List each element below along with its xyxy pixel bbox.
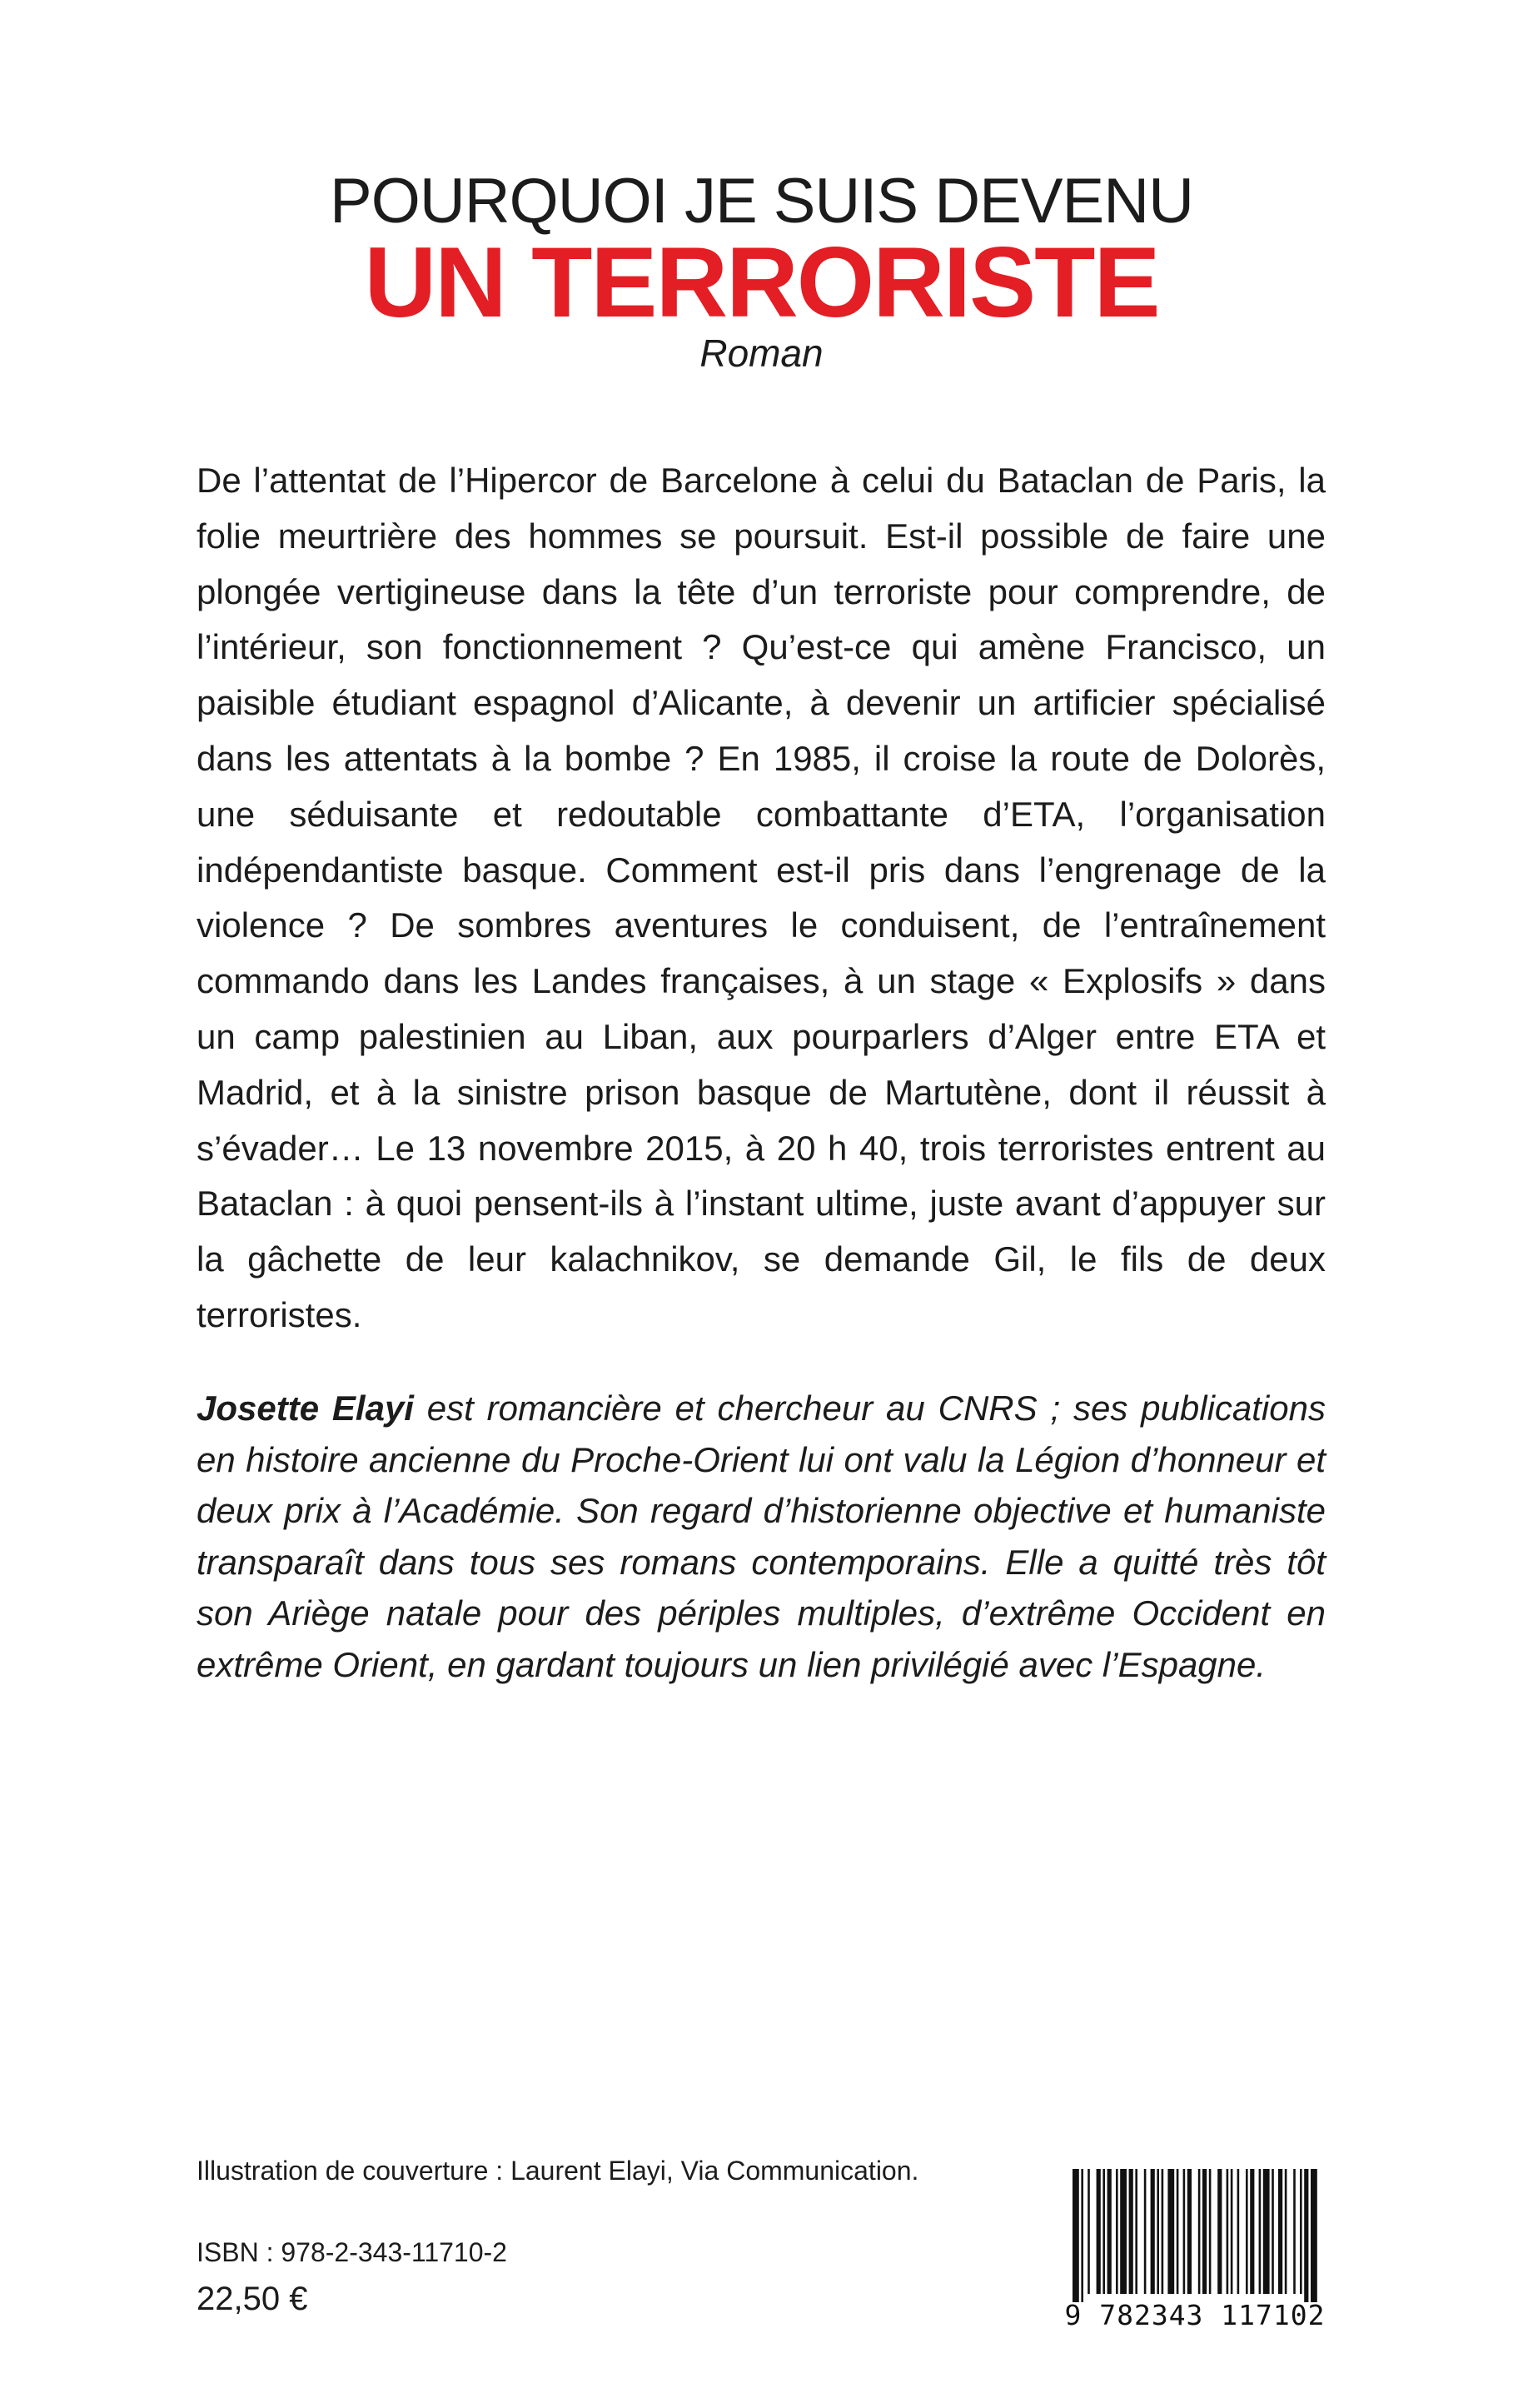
barcode-bar bbox=[1167, 2169, 1174, 2294]
barcode-bar bbox=[1120, 2169, 1127, 2294]
barcode-bar bbox=[1237, 2169, 1240, 2294]
barcode-bar bbox=[1311, 2169, 1317, 2302]
barcode-bar bbox=[1293, 2169, 1296, 2294]
barcode-bar bbox=[1263, 2169, 1270, 2294]
barcode-bar bbox=[1107, 2169, 1112, 2294]
barcode-bar bbox=[1246, 2169, 1248, 2294]
title-line-2: UN TERRORISTE bbox=[364, 227, 1159, 338]
barcode-bar bbox=[1202, 2169, 1207, 2294]
barcode-bar bbox=[1116, 2169, 1118, 2294]
author-bio-text: est romancière et chercheur au CNRS ; ses publications en histoire ancienne du Proche-Orient lui ont valu la Légion d’honneur et deux prix à l’Académie. Son regard d’historienne objective et humaniste transparaît dans tous ses romans contemporains. Elle a quitté très tôt son Ariège natale pour des périples multiples, d’extrême Occident en extrême Orient, en gardant toujours un lien privilégié avec l’Espagne. bbox=[197, 1388, 1326, 1684]
barcode-bar bbox=[1183, 2169, 1186, 2294]
barcode-bar bbox=[1227, 2169, 1229, 2294]
barcode-bar bbox=[1209, 2169, 1212, 2294]
barcode-digits: 9 782343 117102 bbox=[1064, 2299, 1326, 2331]
barcode-bar bbox=[1129, 2169, 1133, 2294]
barcode-bar bbox=[1285, 2169, 1287, 2294]
barcode-bar bbox=[1300, 2169, 1302, 2294]
cover-illustration-credit: Illustration de couverture : Laurent Elayi, Via Communication. bbox=[197, 2156, 919, 2186]
barcode-bar bbox=[1073, 2169, 1079, 2302]
barcode-bar bbox=[1144, 2169, 1147, 2294]
barcode-bar bbox=[1088, 2169, 1090, 2294]
barcode-bar bbox=[1272, 2169, 1274, 2294]
barcode-bar bbox=[1198, 2169, 1201, 2294]
barcode-bar bbox=[1231, 2169, 1233, 2294]
price: 22,50 € bbox=[197, 2281, 308, 2317]
barcode-bar bbox=[1217, 2169, 1222, 2294]
barcode-bar bbox=[1278, 2169, 1282, 2294]
barcode bbox=[1071, 2169, 1326, 2302]
author-name: Josette Elayi bbox=[197, 1388, 414, 1428]
barcode-bar bbox=[1187, 2169, 1192, 2294]
barcode-bar bbox=[1177, 2169, 1179, 2294]
summary-paragraph: De l’attentat de l’Hipercor de Barcelone à celui du Bataclan de Paris, la folie meurtrière des hommes se poursuit. Est-il possible de faire une plongée vertigineuse dans la tête d’un terroriste pour comprendre, de l’intérieur, son fonctionnement ? Qu’est-ce qui amène Francisco, un paisible étudiant espagnol d’Alicante, à devenir un artificier spécialisé dans les attentats à la bombe ? En 1985, il croise la route de Dolorès, une séduisante et redoutable combattante d’ETA, l’organisation indépendantiste basque. Comment est-il pris dans l’engrenage de la violence ? De sombres aventures le conduisent, de l’entraînement commando dans les Landes françaises, à un stage « Explosifs » dans un camp palestinien au Liban, aux pourparlers d’Alger entre ETA et Madrid, et à la sinistre prison basque de Martutène, dont il réussit à s’évader… Le 13 novembre 2015, à 20 h 40, trois terroristes entrent au Bataclan : à quoi pensent-ils à l’instant ultime, juste avant d’appuyer sur la gâchette de leur kalachnikov, se demande Gil, le fils de deux terroristes. bbox=[197, 461, 1326, 1334]
author-bio-paragraph bbox=[197, 1383, 1326, 1691]
barcode-bar bbox=[1304, 2169, 1308, 2302]
barcode-bar bbox=[1259, 2169, 1262, 2294]
barcode-bar bbox=[1157, 2169, 1159, 2294]
barcode-bar bbox=[1102, 2169, 1105, 2294]
title-line-1: POURQUOI JE SUIS DEVENU bbox=[330, 166, 1193, 237]
barcode-bar bbox=[1081, 2169, 1083, 2302]
barcode-bar bbox=[1250, 2169, 1254, 2294]
barcode-bar bbox=[1135, 2169, 1137, 2294]
barcode-bar bbox=[1151, 2169, 1155, 2294]
barcode-bar bbox=[1162, 2169, 1164, 2294]
isbn: ISBN : 978-2-343-11710-2 bbox=[197, 2237, 507, 2267]
subtitle: Roman bbox=[699, 332, 824, 375]
barcode-bar bbox=[1097, 2169, 1101, 2294]
